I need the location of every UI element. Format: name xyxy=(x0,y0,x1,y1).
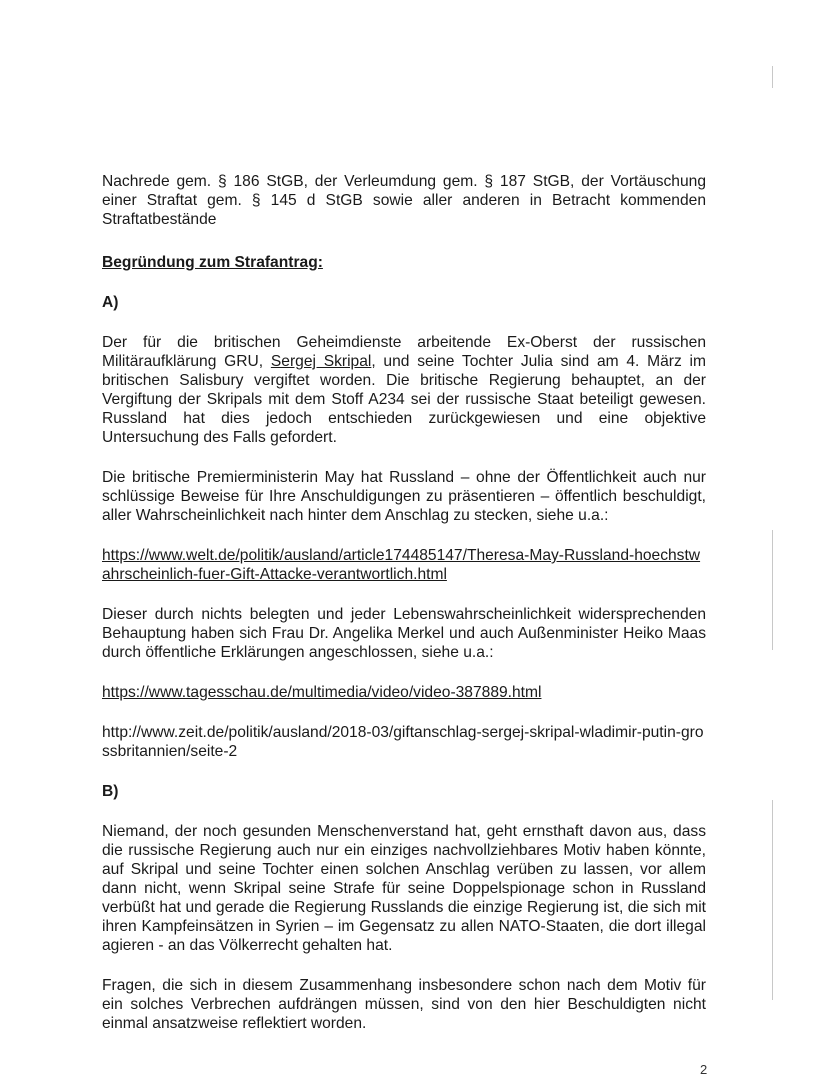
paragraph-text: Der für die britischen Geheimdienste arbeitende Ex-Oberst der russischen Militäraufklärung GRU, xyxy=(102,334,706,370)
welt-link[interactable]: https://www.welt.de/politik/ausland/article174485147/Theresa-May-Russland-hoechstwahrscheinlich-fuer-Gift-Attacke-verantwortlich.html xyxy=(102,547,701,583)
page-number: 2 xyxy=(700,1062,708,1077)
scan-edge-mark xyxy=(772,66,773,88)
section-a-label: A) xyxy=(102,294,119,311)
section-b-paragraph-1: Niemand, der noch gesunden Menschenverstand hat, geht ernsthaft davon aus, dass die russische Regierung auch nur ein einziges nachvollziehbares Motiv haben könnte, auf Skripal und seine Tochter einen solchen Anschlag verüben zu lassen, vor allem dann nicht, wenn Skripal seine Strafe für seine Doppelspionage schon in Russland verbüßt hat und gerade die Regierung Russlands die einzige Regierung ist, die sich mit ihren Kampfeinsätzen in Syrien – im Gegensatz zu allen NATO-Staaten, die dort illegal agieren - an das Völkerrecht gehalten hat. xyxy=(102,823,706,954)
scan-edge-mark xyxy=(772,530,773,650)
name-underlined: Sergej Skripal xyxy=(270,353,372,370)
section-a-paragraph-3: Dieser durch nichts belegten und jeder Lebenswahrscheinlichkeit widersprechenden Behauptung haben sich Frau Dr. Angelika Merkel und auch Außenminister Heiko Maas durch öffentliche Erklärungen angeschlossen, siehe u.a.: xyxy=(102,606,706,661)
paragraph-text: , und seine Tochter Julia sind am 4. März im britischen Salisbury vergiftet worden. Die britische Regierung behauptet, an der Vergiftung der Skripals mit dem Stoff A234 sei der russische Staat beteiligt gewesen. Russland hat dies jedoch entschieden zurückgewiesen und eine objektive Untersuchung des Falls gefordert. xyxy=(102,353,706,446)
section-b-paragraph-2: Fragen, die sich in diesem Zusammenhang insbesondere schon nach dem Motiv für ein solches Verbrechen aufdrängen müssen, sind von den hier Beschuldigten nicht einmal ansatzweise reflektiert worden. xyxy=(102,977,706,1032)
section-a-paragraph-1 xyxy=(102,333,706,447)
intro-paragraph: Nachrede gem. § 186 StGB, der Verleumdung gem. § 187 StGB, der Vortäuschung einer Straftat gem. § 145 d StGB sowie aller anderen in Betracht kommenden Straftatbestände xyxy=(102,173,706,228)
document-page xyxy=(102,172,706,1033)
tagesschau-link[interactable]: https://www.tagesschau.de/multimedia/video/video-387889.html xyxy=(102,684,542,701)
scan-edge-mark xyxy=(772,800,773,1000)
section-a-paragraph-2: Die britische Premierministerin May hat Russland – ohne der Öffentlichkeit auch nur schlüssige Beweise für Ihre Anschuldigungen zu präsentieren – öffentlich beschuldigt, aller Wahrscheinlichkeit nach hinter dem Anschlag zu stecken, siehe u.a.: xyxy=(102,469,706,524)
section-heading: Begründung zum Strafantrag: xyxy=(102,254,323,271)
zeit-url: http://www.zeit.de/politik/ausland/2018-03/giftanschlag-sergej-skripal-wladimir-putin-grossbritannien/seite-2 xyxy=(102,724,704,760)
section-b-label: B) xyxy=(102,783,119,800)
